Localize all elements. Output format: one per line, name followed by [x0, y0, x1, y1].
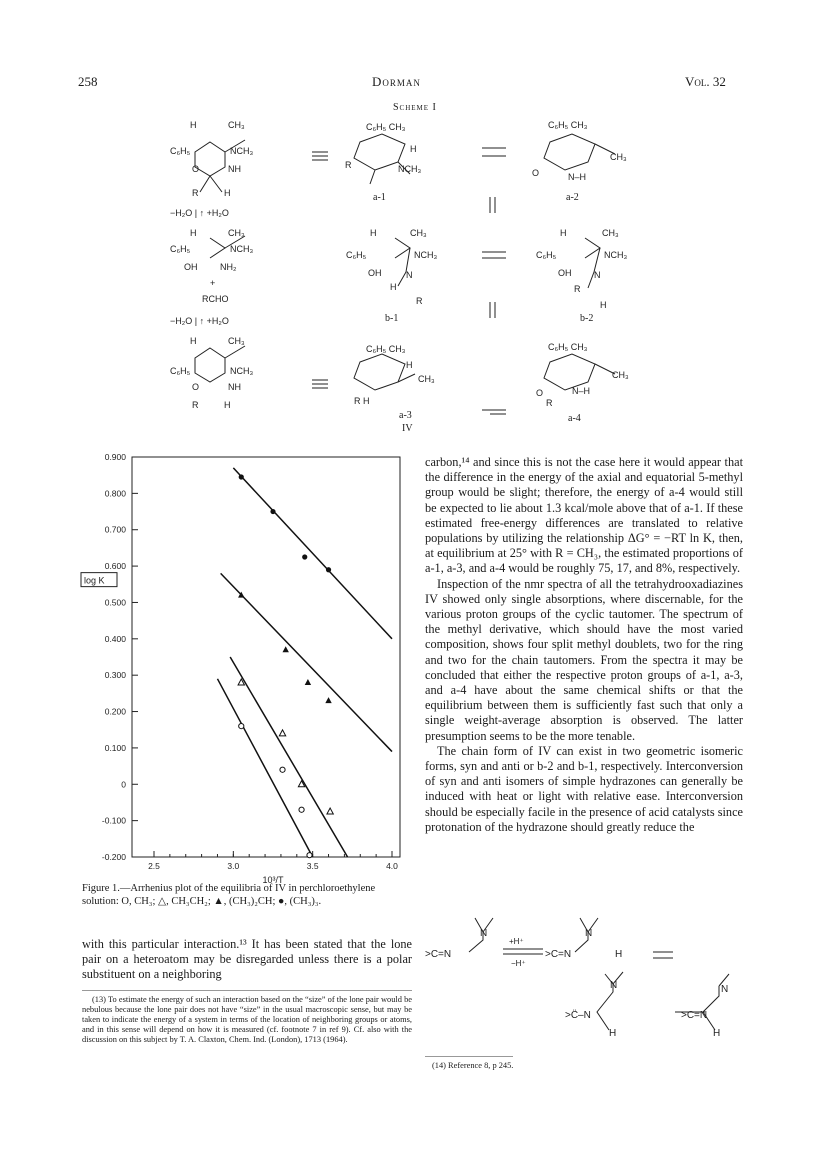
data-point-filled-circle	[326, 567, 331, 572]
svg-text:NH: NH	[228, 164, 241, 174]
y-tick-label: 0.500	[104, 597, 126, 608]
label-iv: IV	[402, 423, 413, 434]
data-point-filled-circle	[239, 474, 244, 479]
svg-text:>C=N: >C=N	[545, 949, 572, 960]
y-tick-label: -0.100	[101, 815, 126, 826]
svg-text:C₆H₅: C₆H₅	[170, 146, 191, 156]
svg-text:C₆H₅ CH₃: C₆H₅ CH₃	[548, 342, 588, 352]
y-tick-label: -0.200	[101, 852, 126, 862]
svg-text:OH: OH	[368, 268, 382, 278]
svg-text:H: H	[609, 1028, 617, 1039]
y-tick-label: 0.200	[104, 706, 126, 717]
arrhenius-plot	[80, 445, 410, 885]
left-paragraph	[82, 937, 412, 983]
label-b2: b-2	[580, 313, 594, 324]
x-tick-label: 4.0	[386, 861, 398, 871]
svg-text:NCH₃: NCH₃	[230, 244, 254, 254]
svg-text:C₆H₅: C₆H₅	[536, 250, 557, 260]
svg-text:−H₂O | ↑ +H₂O: −H₂O | ↑ +H₂O	[170, 316, 229, 326]
svg-text:>C̈–N: >C̈–N	[565, 1010, 591, 1021]
fit-line	[217, 679, 312, 857]
svg-text:CH₃: CH₃	[228, 336, 245, 346]
svg-text:RCHO: RCHO	[202, 294, 229, 304]
svg-text:H: H	[190, 120, 197, 130]
y-tick-label: 0.600	[104, 561, 126, 572]
data-point-open-circle	[299, 807, 304, 812]
svg-text:H: H	[224, 400, 231, 410]
svg-text:CH₃: CH₃	[228, 228, 245, 238]
svg-text:O: O	[536, 388, 544, 398]
y-tick-label: 0.400	[104, 633, 126, 644]
data-point-open-circle	[307, 853, 312, 858]
svg-text:NH: NH	[228, 382, 241, 392]
hydrazone-protonation-scheme	[425, 912, 745, 1062]
y-tick-label: 0	[121, 779, 126, 790]
running-author: Dorman	[372, 74, 421, 89]
data-point-open-circle	[239, 723, 244, 728]
label-b1: b-1	[385, 313, 399, 324]
svg-text:CH₃: CH₃	[410, 228, 427, 238]
right-paragraph-3: The chain form of IV can exist in two geometric isomeric forms, syn and anti or b-2 and b-1, respectively. Interconversion of syn and anti isomers of simple hydrazones can generally be induced with heat or light with relative ease. Interconversion should be especially facile in the presence of acid catalysts since protonation of the hydrazone should greatly reduce the	[425, 743, 743, 834]
svg-text:NH₂: NH₂	[220, 262, 237, 272]
svg-text:H: H	[615, 949, 623, 960]
x-tick-label: 2.5	[148, 861, 160, 871]
svg-text:H: H	[190, 228, 197, 238]
y-axis-label: log K	[84, 575, 105, 586]
y-tick-label: 0.800	[104, 488, 126, 499]
svg-text:>C=N: >C=N	[681, 1010, 708, 1021]
svg-text:R: R	[574, 284, 581, 294]
svg-text:CH₃: CH₃	[612, 370, 629, 380]
svg-text:H: H	[406, 360, 413, 370]
y-tick-label: 0.100	[104, 742, 126, 753]
svg-text:H: H	[410, 144, 417, 154]
svg-text:N: N	[721, 984, 729, 995]
svg-text:N: N	[610, 980, 618, 991]
data-point-filled-triangle	[282, 646, 288, 652]
svg-text:C₆H₅: C₆H₅	[170, 366, 191, 376]
volume: Vol. 32	[685, 74, 726, 89]
right-column	[425, 455, 743, 835]
data-point-filled-circle	[302, 554, 307, 559]
svg-text:H: H	[224, 188, 231, 198]
svg-text:H: H	[370, 228, 377, 238]
svg-text:C₆H₅: C₆H₅	[170, 244, 191, 254]
data-point-filled-circle	[270, 509, 275, 514]
left-paragraph-text: with this particular interaction.¹³ It has been stated that the lone pair on a heteroatom may be disregarded unless there is a polar substituent on a neighboring	[82, 937, 412, 982]
svg-text:C₆H₅ CH₃: C₆H₅ CH₃	[366, 122, 406, 132]
svg-text:>C=N: >C=N	[425, 949, 452, 960]
figure-caption: Figure 1.—Arrhenius plot of the equilibria of IV in perchloroethylene solution: O, CH₃; △, CH₃CH₂; ▲, (CH₃)₂CH; ●, (CH₃)₃.	[82, 883, 376, 907]
svg-text:OH: OH	[558, 268, 572, 278]
plus-h-label: +H⁺	[509, 937, 524, 946]
right-footnote-rule	[425, 1056, 513, 1057]
svg-text:C₆H₅ CH₃: C₆H₅ CH₃	[366, 344, 406, 354]
scheme-title: Scheme I	[393, 102, 437, 113]
svg-text:NCH₃: NCH₃	[230, 366, 254, 376]
svg-text:C₆H₅: C₆H₅	[346, 250, 367, 260]
fit-line	[233, 468, 392, 639]
svg-text:N: N	[594, 270, 601, 280]
svg-text:R: R	[192, 188, 199, 198]
svg-text:N: N	[585, 928, 593, 939]
svg-text:O: O	[532, 168, 540, 178]
x-tick-label: 3.5	[306, 861, 319, 871]
svg-text:CH₃: CH₃	[610, 152, 627, 162]
minus-h-label: −H⁺	[511, 959, 526, 968]
svg-text:N–H: N–H	[568, 172, 587, 182]
data-point-filled-triangle	[305, 679, 311, 685]
svg-text:O: O	[192, 164, 200, 174]
left-footnote-rule	[82, 990, 412, 991]
data-point-open-triangle	[279, 730, 285, 736]
plot-frame	[132, 457, 400, 857]
x-tick-label: 3.0	[227, 861, 240, 871]
label-a2: a-2	[566, 192, 579, 203]
svg-text:CH₃: CH₃	[418, 374, 435, 384]
svg-text:CH₃: CH₃	[602, 228, 619, 238]
svg-text:H: H	[390, 282, 397, 292]
svg-text:OH: OH	[184, 262, 198, 272]
svg-text:R: R	[416, 296, 423, 306]
footnote-14: (14) Reference 8, p 245.	[432, 1061, 514, 1070]
page-number: 258	[78, 74, 98, 89]
svg-text:−H₂O | ↑ +H₂O: −H₂O | ↑ +H₂O	[170, 208, 229, 218]
svg-text:N–H: N–H	[572, 386, 591, 396]
label-a3: a-3	[399, 410, 412, 421]
footnote-13-text: (13) To estimate the energy of such an interaction based on the “size” of the lone pair would be nebulous because the lone pair does not have “size” in the usual macroscopic sense, but may be taken to indicate the energy of a system in terms of the location of neighboring groups or atoms, and in this sense will depend on how it is measured (cf. footnote 7 in ref 9). Cf. also with the discussion on this subject by T. A. Claxton, Chem. Ind. (London), 1713 (1964).	[82, 995, 412, 1044]
y-tick-label: 0.900	[104, 452, 126, 462]
svg-text:R: R	[546, 398, 553, 408]
svg-text:H: H	[600, 300, 607, 310]
label-a1: a-1	[373, 192, 386, 203]
scheme-structures	[170, 112, 690, 432]
svg-text:NCH₃: NCH₃	[414, 250, 438, 260]
svg-text:R H: R H	[354, 396, 370, 406]
svg-text:O: O	[192, 382, 200, 392]
label-a4: a-4	[568, 413, 581, 424]
svg-text:R: R	[345, 160, 352, 170]
right-paragraph-1: carbon,¹⁴ and since this is not the case here it would appear that the difference in the energy of the axial and equatorial 5-methyl group would be slight; therefore, the energy of a-4 would still be expected to lie about 1.3 kcal/mole above that of a-1. If these estimated free-energy differences are translated to relative populations by utilizing the relationship ΔG° = −RT ln K, then, at equilibrium at 25° with R = CH₃, the estimated proportions of a-1, a-3, and a-4 would be roughly 75, 17, and 8%, respectively.	[425, 455, 743, 576]
svg-text:NCH₃: NCH₃	[604, 250, 628, 260]
svg-text:R: R	[192, 400, 199, 410]
data-point-open-triangle	[327, 808, 333, 814]
footnote-13	[82, 995, 412, 1045]
y-tick-label: 0.700	[104, 524, 126, 535]
svg-text:H: H	[713, 1028, 721, 1039]
svg-text:NCH₃: NCH₃	[398, 164, 422, 174]
svg-text:H: H	[190, 336, 197, 346]
data-point-open-circle	[280, 767, 285, 772]
svg-text:N: N	[480, 928, 488, 939]
right-paragraph-2: Inspection of the nmr spectra of all the tetrahydrooxadiazines IV showed only single absorptions, where discernable, for the various proton groups of the cyclic tautomer. The spectrum of the methyl derivative, which should have the most varied composition, shows four split methyl doublets, two for the ring and two for the chain tautomers. From the spectra it may be concluded that either the respective proton groups of a-1, a-3, and a-4 have about the same chemical shifts or that the equilibrium between them is sufficiently fast such that only a single weight-average absorption is observed. The latter presumption seems to be the more tenable.	[425, 576, 743, 743]
svg-text:+: +	[210, 278, 216, 288]
svg-text:CH₃: CH₃	[228, 120, 245, 130]
svg-text:C₆H₅ CH₃: C₆H₅ CH₃	[548, 120, 588, 130]
svg-text:N: N	[406, 270, 413, 280]
data-point-filled-triangle	[325, 697, 331, 703]
y-tick-label: 0.300	[104, 670, 126, 681]
svg-text:H: H	[560, 228, 567, 238]
x-axis-label: 10³/T	[262, 875, 284, 885]
fit-line	[221, 573, 392, 751]
svg-text:NCH₃: NCH₃	[230, 146, 254, 156]
